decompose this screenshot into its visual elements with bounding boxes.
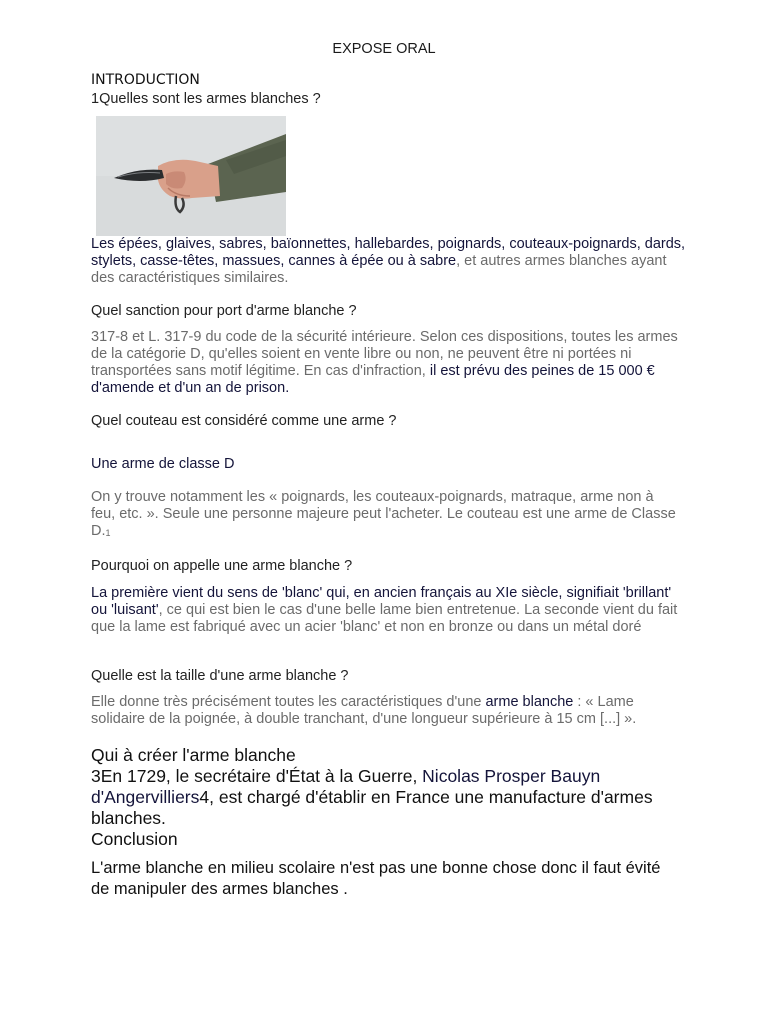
question-2: Quel sanction pour port d'arme blanche ?	[91, 303, 357, 319]
question-6: Qui à créer l'arme blanche	[91, 745, 296, 765]
answer-6-pre: 3En 1729, le secrétaire d'État à la Guerre,	[91, 766, 423, 786]
knife-hand-illustration	[96, 116, 286, 236]
introduction-heading: INTRODUCTION	[91, 72, 200, 88]
answer-3-text: On y trouve notamment les « poignards, les couteaux-poignards, matraque, arme non à feu, etc. ». Seule une personne majeure peut l'acheter. Le couteau est une arme de Classe D.	[91, 489, 676, 539]
answer-1-rest: , et autres armes blanches ayant des caractéristiques similaires.	[91, 253, 667, 286]
knife-photo	[96, 116, 286, 236]
answer-6	[91, 766, 681, 829]
question-1: 1Quelles sont les armes blanches ?	[91, 91, 321, 107]
answer-2-end: .	[285, 380, 290, 396]
answer-4-highlight: La première vient du sens de 'blanc' qui, en ancien français au XIe siècle, signifiait 'brillant' ou 'luisant'	[91, 585, 672, 618]
question-3: Quel couteau est considéré comme une arme ?	[91, 413, 397, 429]
answer-5-highlight: arme blanche	[485, 694, 574, 710]
answer-1-highlight: Les épées, glaives, sabres, baïonnettes, hallebardes, poignards, couteaux-poignards, dards, stylets, casse-têtes, massues, cannes à épée ou à sabre	[91, 236, 686, 269]
answer-2-highlight: il est prévu des peines de 15 000 € d'amende et d'un an de prison	[91, 363, 655, 396]
question-4: Pourquoi on appelle une arme blanche ?	[91, 558, 353, 574]
footnote-ref: 1	[105, 528, 111, 538]
answer-5	[91, 694, 691, 728]
answer-2-text: 317-8 et L. 317-9 du code de la sécurité intérieure. Selon ces dispositions, toutes les armes de la catégorie D, qu'elles soient en vente libre ou non, ne peuvent être ni portées ni transportées sans motif légitime. En cas d'infraction,	[91, 329, 678, 379]
conclusion-text: L'arme blanche en milieu scolaire n'est pas une bonne chose donc il faut évité de manipuler des armes blanches .	[91, 859, 661, 898]
answer-4	[91, 585, 691, 636]
answer-6-post: 4, est chargé d'établir en France une manufacture d'armes blanches.	[91, 787, 653, 828]
answer-2	[91, 329, 691, 397]
document-title: EXPOSE ORAL	[332, 41, 436, 57]
conclusion-heading: Conclusion	[91, 829, 178, 849]
answer-5-pre: Elle donne très précisément toutes les caractéristiques d'une	[91, 694, 486, 710]
answer-6-highlight: Nicolas Prosper Bauyn d'Angervilliers	[91, 766, 601, 807]
question-3-answer: Une arme de classe D	[91, 456, 235, 472]
answer-4-rest: , ce qui est bien le cas d'une belle lame bien entretenue. La seconde vient du fait que la lame est fabriqué avec un acier 'blanc' et non en bronze ou dans un métal doré	[91, 602, 678, 635]
answer-3	[91, 489, 681, 542]
answer-5-post: : « Lame solidaire de la poignée, à double tranchant, d'une longueur supérieure à 15 cm [...] ».	[91, 694, 637, 727]
question-5: Quelle est la taille d'une arme blanche ?	[91, 668, 349, 684]
answer-1	[91, 236, 691, 287]
